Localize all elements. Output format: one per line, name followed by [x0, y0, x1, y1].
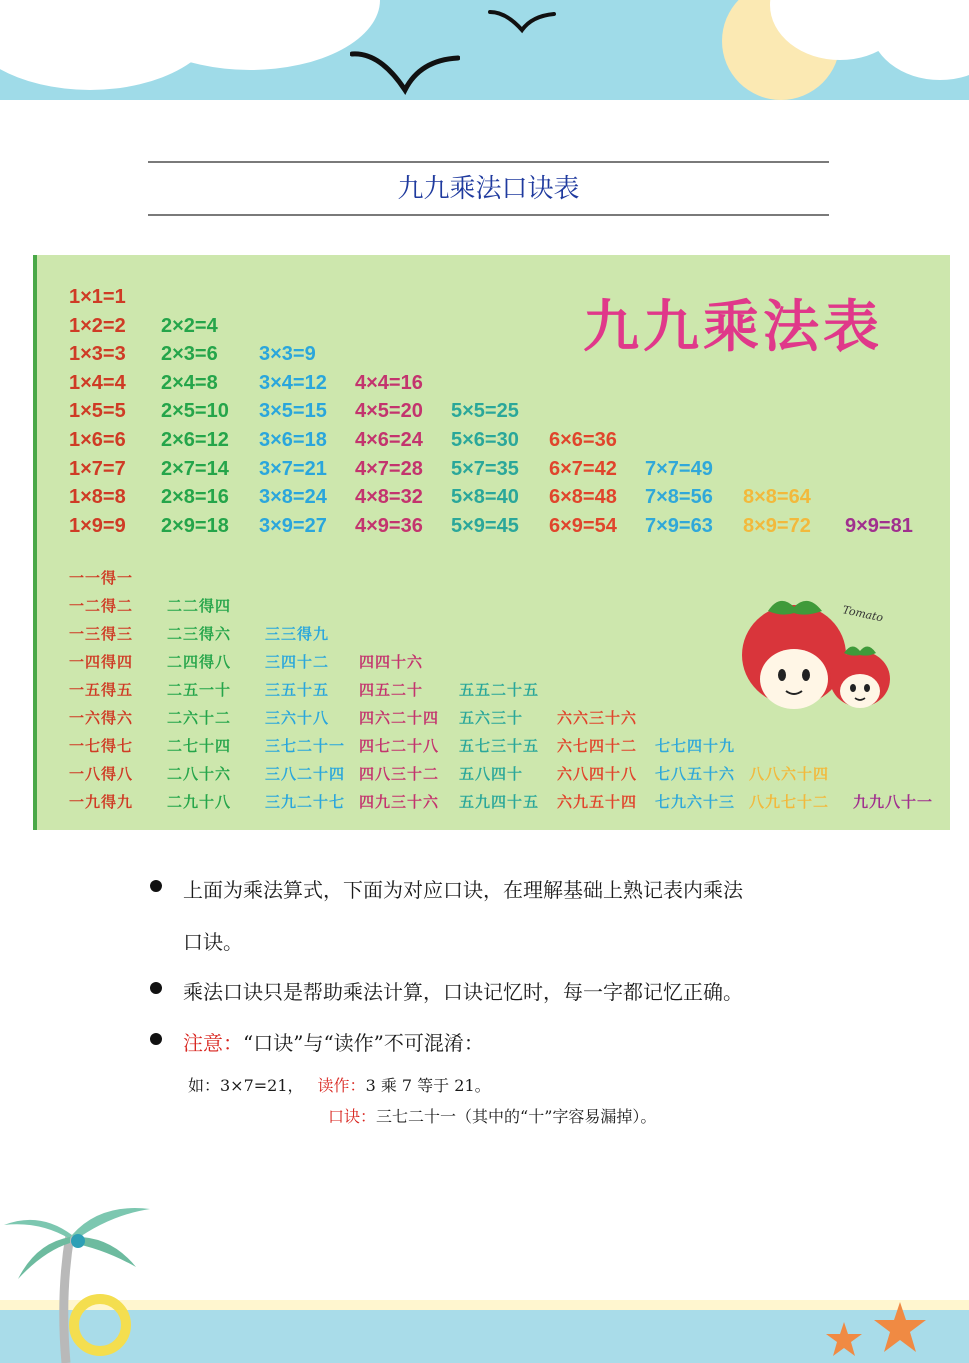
- equation-cell: 1×5=5: [69, 400, 126, 423]
- equation-cell: 1×9=9: [69, 514, 126, 537]
- example-prefix: 如：3×7=21，: [188, 1076, 304, 1095]
- koujue-cell: 四八三十二: [359, 766, 440, 783]
- equation-cell: 1×2=2: [69, 314, 126, 337]
- koujue-cell: 一一得一: [69, 570, 134, 587]
- table-title: 九九乘法表: [583, 295, 883, 360]
- bird-icon: [350, 40, 460, 95]
- equation-cell: 2×9=18: [161, 514, 229, 537]
- equation-cell: 2×8=16: [161, 486, 229, 509]
- koujue-cell: 二四得八: [167, 654, 232, 671]
- bullet-dot: [150, 1033, 162, 1045]
- koujue-cell: 二二得四: [167, 598, 232, 615]
- note-3-label: 注意：: [183, 1031, 243, 1055]
- koujue-cell: 四四十六: [359, 654, 424, 671]
- equation-cell: 1×1=1: [69, 286, 126, 308]
- koujue-cell: 六八四十八: [557, 766, 638, 783]
- koujue-cell: 一八得八: [69, 766, 134, 783]
- koujue-cell: 七七四十九: [655, 738, 736, 755]
- koujue-cell: 三三得九: [265, 626, 330, 643]
- koujue-cell: 六六三十六: [557, 710, 638, 727]
- equation-cell: 4×8=32: [355, 486, 423, 509]
- tomato-mascot-icon: [732, 587, 902, 727]
- equation-cell: 8×8=64: [743, 486, 811, 509]
- koujue-cell: 三九二十七: [265, 794, 346, 811]
- page-title: 九九乘法口诀表: [397, 174, 580, 204]
- note-1-line-2: 口诀。: [183, 930, 243, 954]
- koujue-cell: 一二得二: [69, 598, 134, 615]
- example-line-1: [188, 1073, 491, 1096]
- bird-icon: [488, 4, 558, 34]
- note-2: 乘法口诀只是帮助乘法计算，口诀记忆时，每一字都记忆正确。: [183, 980, 743, 1004]
- equation-cell: 3×7=21: [259, 457, 327, 480]
- example-read-label: 读作：: [317, 1076, 366, 1095]
- koujue-cell: 五六三十: [459, 710, 524, 727]
- bullet-dot: [150, 880, 162, 892]
- koujue-cell: 一三得三: [69, 626, 134, 643]
- koujue-cell: 五八四十: [459, 766, 524, 783]
- equation-cell: 6×7=42: [549, 457, 617, 480]
- equation-cell: 3×4=12: [259, 371, 327, 394]
- koujue-cell: 三七二十一: [265, 738, 346, 755]
- koujue-cell: 一五得五: [69, 682, 134, 699]
- equation-cell: 6×9=54: [549, 514, 617, 537]
- equation-cell: 3×8=24: [259, 486, 327, 509]
- koujue-cell: 八九七十二: [749, 794, 830, 811]
- koujue-cell: 四六二十四: [359, 710, 440, 727]
- koujue-cell: 五五二十五: [459, 682, 540, 699]
- koujue-cell: 二九十八: [167, 794, 232, 811]
- equation-cell: 3×9=27: [259, 514, 327, 537]
- equation-cell: 2×4=8: [161, 371, 218, 394]
- note-1-line-1: 上面为乘法算式，下面为对应口诀，在理解基础上熟记表内乘法: [183, 878, 743, 902]
- equation-cell: 5×7=35: [451, 457, 519, 480]
- equation-cell: 1×3=3: [69, 343, 126, 366]
- note-3-text: “口诀”与“读作”不可混淆：: [243, 1031, 484, 1055]
- equation-cell: 3×6=18: [259, 429, 327, 451]
- koujue-cell: 八八六十四: [749, 766, 830, 783]
- example-kj-label: 口诀：: [328, 1107, 377, 1126]
- koujue-cell: 二六十二: [167, 710, 232, 727]
- equation-cell: 1×6=6: [69, 429, 126, 451]
- example-line-2: [328, 1104, 656, 1127]
- equation-cell: 5×6=30: [451, 429, 519, 451]
- title-rule-bottom: [148, 214, 829, 216]
- koujue-cell: 七八五十六: [655, 766, 736, 783]
- equation-cell: 7×8=56: [645, 486, 713, 509]
- equation-cell: 1×8=8: [69, 486, 126, 509]
- equation-cell: 3×3=9: [259, 343, 316, 366]
- equation-cell: 2×5=10: [161, 400, 229, 423]
- koujue-cell: 二八十六: [167, 766, 232, 783]
- equation-cell: 6×8=48: [549, 486, 617, 509]
- equation-cell: 7×9=63: [645, 514, 713, 537]
- koujue-cell: 二七十四: [167, 738, 232, 755]
- koujue-cell: 三六十八: [265, 710, 330, 727]
- example-kj-text: 三七二十一（其中的“十”字容易漏掉）。: [376, 1107, 657, 1126]
- equation-cell: 3×5=15: [259, 400, 327, 423]
- equation-cell: 4×4=16: [355, 371, 423, 394]
- bullet-dot: [150, 982, 162, 994]
- equation-cell: 6×6=36: [549, 429, 617, 451]
- koujue-cell: 一六得六: [69, 710, 134, 727]
- equation-cell: 1×7=7: [69, 457, 126, 480]
- koujue-cell: 三四十二: [265, 654, 330, 671]
- equation-cell: 7×7=49: [645, 457, 713, 480]
- koujue-cell: 七九六十三: [655, 794, 736, 811]
- multiplication-table-panel: [33, 255, 950, 830]
- koujue-cell: 五七三十五: [459, 738, 540, 755]
- koujue-cell: 六七四十二: [557, 738, 638, 755]
- equation-cell: 1×4=4: [69, 371, 126, 394]
- palm-tree-icon: [0, 1195, 160, 1363]
- koujue-cell: 四七二十八: [359, 738, 440, 755]
- starfish-icon: [822, 1298, 932, 1363]
- koujue-cell: 四九三十六: [359, 794, 440, 811]
- koujue-cell: 三八二十四: [265, 766, 346, 783]
- equation-cell: 4×7=28: [355, 457, 423, 480]
- equation-cell: 2×2=4: [161, 314, 218, 337]
- koujue-cell: 二五一十: [167, 682, 232, 699]
- koujue-cell: 一九得九: [69, 794, 134, 811]
- koujue-cell: 五九四十五: [459, 794, 540, 811]
- koujue-cell: 三五十五: [265, 682, 330, 699]
- equation-cell: 2×7=14: [161, 457, 229, 480]
- koujue-cell: 六九五十四: [557, 794, 638, 811]
- equation-cell: 9×9=81: [845, 514, 913, 537]
- equation-cell: 2×3=6: [161, 343, 218, 366]
- koujue-cell: 二三得六: [167, 626, 232, 643]
- equation-cell: 5×5=25: [451, 400, 519, 423]
- top-banner: [0, 0, 969, 100]
- mascot-label: Tomato: [841, 603, 885, 625]
- example-read-text: 3 乘 7 等于 21。: [365, 1076, 491, 1095]
- koujue-cell: 九九八十一: [853, 794, 934, 811]
- equation-cell: 2×6=12: [161, 429, 229, 451]
- koujue-cell: 四五二十: [359, 682, 424, 699]
- equation-cell: 4×6=24: [355, 429, 423, 451]
- equation-cell: 4×5=20: [355, 400, 423, 423]
- title-rule-top: [148, 161, 829, 163]
- equation-cell: 5×9=45: [451, 514, 519, 537]
- koujue-cell: 一七得七: [69, 738, 134, 755]
- note-3: [183, 1027, 484, 1056]
- koujue-cell: 一四得四: [69, 654, 134, 671]
- cloud-icon: [870, 0, 969, 80]
- equation-cell: 4×9=36: [355, 514, 423, 537]
- equation-cell: 8×9=72: [743, 514, 811, 537]
- equation-cell: 5×8=40: [451, 486, 519, 509]
